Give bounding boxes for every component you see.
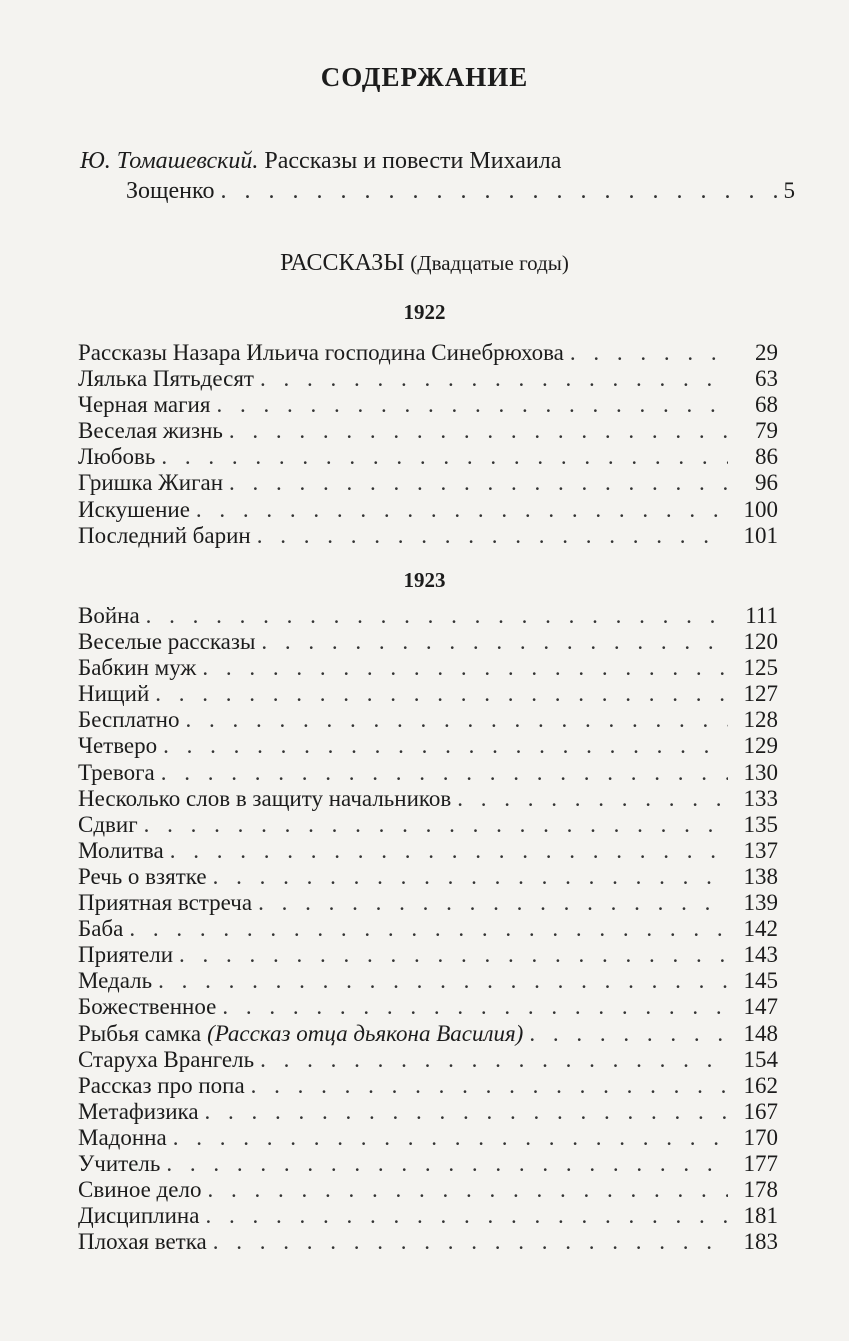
toc-entry-page-number: 133 [743, 785, 778, 811]
dot-leader [570, 340, 728, 366]
toc-entry-page-number: 137 [743, 837, 778, 863]
toc-entry-page-number: 181 [743, 1203, 778, 1229]
toc-entry-page-number: 178 [743, 1177, 778, 1203]
toc-entry-page-number: 139 [743, 890, 778, 916]
toc-entry-page-number: 138 [743, 863, 778, 889]
dot-leader [185, 707, 728, 733]
toc-entry-note: (Рассказ отца дьякона Василия) [207, 1020, 524, 1046]
toc-entry-page-number: 135 [743, 811, 778, 837]
toc-entry-page-number: 170 [743, 1124, 778, 1150]
dot-leader [155, 681, 728, 707]
toc-entry[interactable] [78, 1229, 778, 1255]
toc-entry-page-number: 142 [743, 916, 778, 942]
toc-entry-page-number: 63 [755, 366, 778, 392]
toc-entry-page-number: 128 [743, 707, 778, 733]
toc-entry-page-number: 148 [743, 1020, 778, 1046]
toc-entry-title: Рассказы Назара Ильича господина Синебрюхова [78, 340, 564, 365]
toc-entry[interactable] [78, 444, 778, 470]
dot-leader [229, 470, 728, 496]
toc-entry-title: Метафизика [78, 1098, 199, 1124]
section-heading [0, 250, 849, 277]
toc-entry[interactable] [78, 629, 778, 655]
toc-entry-title: Гришка Жиган [78, 470, 224, 496]
dot-leader [173, 1125, 728, 1151]
toc-entry[interactable] [78, 340, 778, 366]
toc-entry-title: Рыбья самка [78, 1020, 202, 1046]
dot-leader [457, 786, 728, 812]
toc-entry-title: Сдвиг [78, 811, 138, 837]
toc-entry-title: Бабкин муж [78, 655, 197, 681]
toc-entry[interactable] [78, 523, 778, 549]
toc-entry-page-number: 120 [743, 629, 778, 655]
dot-leader [213, 1229, 728, 1255]
page-title: СОДЕРЖАНИЕ [320, 62, 529, 92]
toc-entry-title: Рассказ про попа [78, 1072, 245, 1098]
year-heading-1923: 1923 [403, 568, 446, 592]
dot-leader [261, 629, 728, 655]
dot-leader [161, 444, 728, 470]
dot-leader [163, 733, 728, 759]
toc-entry[interactable] [78, 1151, 778, 1177]
dot-leader [251, 1073, 728, 1099]
toc-entry-page-number: 125 [743, 655, 778, 681]
dot-leader [216, 392, 728, 418]
toc-entry[interactable] [78, 1177, 778, 1203]
toc-entry[interactable] [78, 942, 778, 968]
toc-entry-title: Свиное дело [78, 1177, 202, 1203]
toc-entry-title: Приятная встреча [78, 890, 253, 916]
toc-entry-page-number: 101 [743, 522, 778, 548]
toc-entry-page-number: 127 [743, 681, 778, 707]
dot-leader [207, 1177, 728, 1203]
toc-entry[interactable] [78, 760, 778, 786]
dot-leader [146, 603, 728, 629]
toc-entry[interactable] [78, 890, 778, 916]
toc-entry-title: Нищий [78, 681, 150, 707]
toc-entry[interactable] [78, 366, 778, 392]
section-subtitle: (Двадцатые годы) [410, 251, 569, 275]
toc-entry-page-number: 29 [755, 340, 778, 365]
toc-entry[interactable] [78, 655, 778, 681]
toc-entry-title: Несколько слов в защиту начальников [78, 785, 452, 811]
toc-entry-title: Война [78, 603, 140, 628]
toc-entry[interactable] [78, 916, 778, 942]
dot-leader [161, 760, 728, 786]
dot-leader [260, 366, 728, 392]
toc-entry[interactable] [78, 470, 778, 496]
toc-entry[interactable] [78, 603, 778, 629]
dot-leader [196, 497, 728, 523]
toc-entry-page-number: 162 [743, 1072, 778, 1098]
toc-entry-title: Любовь [78, 444, 156, 470]
toc-entry-title: Баба [78, 916, 124, 942]
toc-entry[interactable] [78, 838, 778, 864]
dot-leader [213, 864, 728, 890]
toc-entry-title: Старуха Врангель [78, 1046, 255, 1072]
toc-entry[interactable] [78, 392, 778, 418]
toc-entry[interactable] [78, 1099, 778, 1125]
dot-leader [205, 1099, 728, 1125]
toc-entry[interactable] [78, 1021, 778, 1047]
year-heading-1922: 1922 [403, 300, 446, 324]
toc-entry-title: Дисциплина [78, 1203, 200, 1229]
toc-entry[interactable] [78, 1047, 778, 1073]
toc-entry-title: Лялька Пятьдесят [78, 366, 254, 392]
toc-entry-page-number: 154 [743, 1046, 778, 1072]
intro-line-1 [80, 146, 795, 176]
toc-entry-title: Учитель [78, 1150, 161, 1176]
dot-leader [170, 838, 728, 864]
toc-entry-page-number: 177 [743, 1150, 778, 1176]
intro-line-2 [80, 176, 795, 206]
toc-entry-page-number: 100 [743, 496, 778, 522]
dot-leader [260, 1047, 728, 1073]
dot-leader [220, 176, 777, 206]
intro-title-line2: Зощенко [126, 178, 215, 204]
dot-leader [144, 812, 728, 838]
toc-entry[interactable] [78, 994, 778, 1020]
toc-entry-title: Бесплатно [78, 707, 180, 733]
toc-entry-title: Плохая ветка [78, 1229, 207, 1255]
dot-leader [529, 1021, 728, 1047]
toc-entry[interactable] [78, 1125, 778, 1151]
dot-leader [205, 1203, 728, 1229]
toc-entry-title: Четверо [78, 733, 158, 759]
toc-entry-page-number: 147 [743, 994, 778, 1020]
section-title: РАССКАЗЫ [280, 250, 405, 276]
toc-entry[interactable] [78, 968, 778, 994]
toc-entry[interactable] [78, 707, 778, 733]
intro-page-number: 5 [783, 178, 795, 203]
dot-leader [202, 655, 728, 681]
toc-entry-title: Речь о взятке [78, 863, 207, 889]
toc-entry-page-number: 130 [743, 759, 778, 785]
toc-entry-title: Веселая жизнь [78, 418, 223, 444]
dot-leader [222, 994, 728, 1020]
toc-entry-title: Искушение [78, 496, 190, 522]
dot-leader [129, 916, 728, 942]
toc-entry[interactable] [78, 681, 778, 707]
dot-leader [229, 418, 728, 444]
toc-entry[interactable] [78, 418, 778, 444]
dot-leader [258, 890, 728, 916]
toc-entry[interactable] [78, 1073, 778, 1099]
intro-author: Ю. Томашевский. [80, 148, 259, 174]
dot-leader [158, 968, 728, 994]
toc-entry-title: Черная магия [78, 392, 211, 418]
toc-entry-title: Приятели [78, 942, 174, 968]
intro-title-line1: Рассказы и повести Михаила [264, 148, 562, 174]
toc-entry-title: Последний барин [78, 522, 251, 548]
toc-entry[interactable] [78, 786, 778, 812]
toc-entry[interactable] [78, 812, 778, 838]
toc-entry-page-number: 68 [755, 392, 778, 418]
toc-entry-page-number: 145 [743, 968, 778, 994]
intro-entry[interactable] [80, 146, 795, 206]
toc-list-1923 [78, 603, 778, 1255]
toc-entry-page-number: 86 [755, 444, 778, 470]
toc-entry-page-number: 183 [743, 1229, 778, 1255]
toc-entry[interactable] [78, 1203, 778, 1229]
dot-leader [166, 1151, 728, 1177]
dot-leader [179, 942, 728, 968]
toc-entry[interactable] [78, 733, 778, 759]
toc-entry-page-number: 111 [745, 603, 778, 628]
toc-list-1922 [78, 340, 778, 549]
toc-entry-page-number: 129 [743, 733, 778, 759]
toc-entry-page-number: 167 [743, 1098, 778, 1124]
toc-entry[interactable] [78, 864, 778, 890]
toc-entry-title: Молитва [78, 837, 164, 863]
dot-leader [257, 523, 728, 549]
toc-entry-page-number: 96 [755, 470, 778, 496]
toc-entry-title: Веселые рассказы [78, 629, 256, 655]
toc-entry-title: Мадонна [78, 1124, 167, 1150]
toc-entry-title: Божественное [78, 994, 217, 1020]
toc-entry-page-number: 143 [743, 942, 778, 968]
toc-entry-page-number: 79 [755, 418, 778, 444]
toc-entry-title: Тревога [78, 759, 155, 785]
toc-entry[interactable] [78, 497, 778, 523]
toc-entry-title: Медаль [78, 968, 153, 994]
